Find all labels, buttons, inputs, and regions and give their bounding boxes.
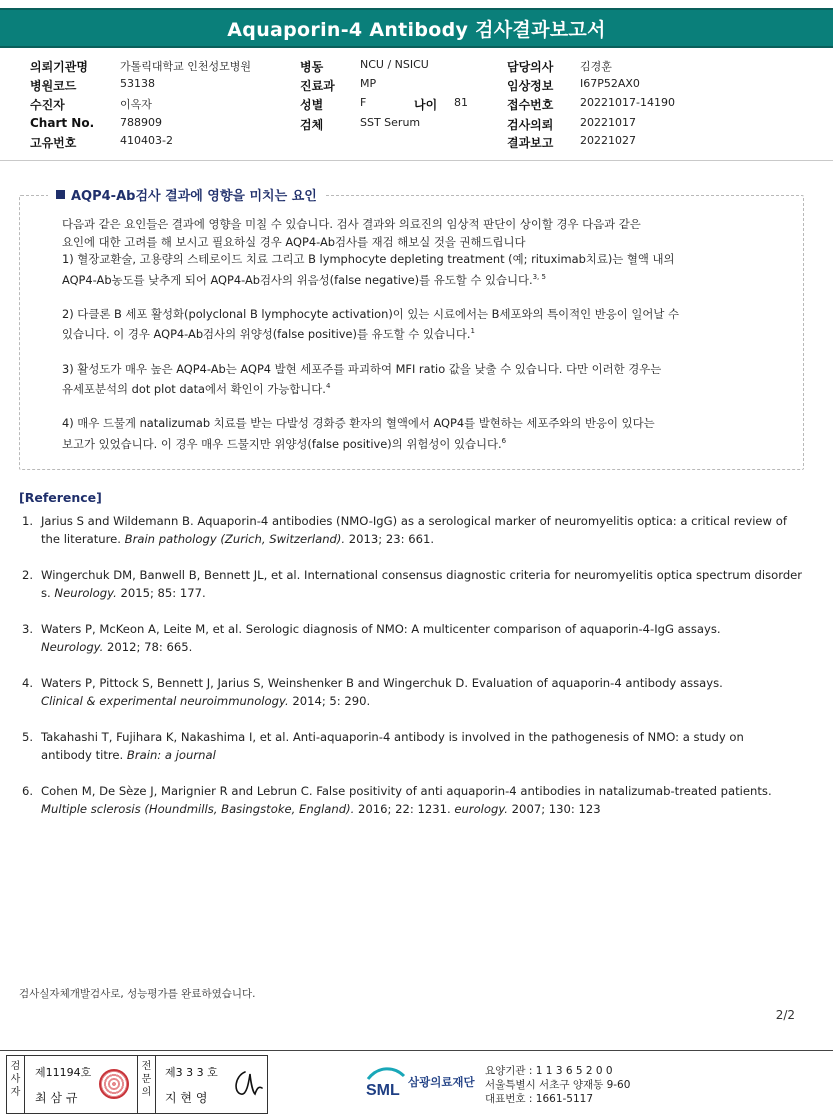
- ward-value: NCU / NSICU: [360, 58, 429, 71]
- logo-mark-text: SML: [366, 1082, 400, 1099]
- reference-tail-2: 2007; 130: 123: [508, 801, 601, 816]
- specimen-label: 검체: [300, 118, 324, 132]
- reference-heading: [Reference]: [19, 490, 102, 505]
- notice-heading-text: AQP4-Ab검사 결과에 영향을 미치는 요인: [71, 189, 317, 204]
- sex-label: 성별: [300, 98, 324, 112]
- reference-item: [22, 783, 828, 818]
- reference-line2: the literature.: [41, 531, 125, 546]
- reference-journal: Multiple sclerosis (Houndmills, Basingstoke, England).: [41, 801, 355, 816]
- report-title: Aquaporin-4 Antibody 검사결과보고서: [227, 18, 606, 41]
- examiner-name: 최 삼 규: [35, 1091, 78, 1105]
- unique-no-label: 고유번호: [30, 136, 77, 150]
- reference-line1: Waters P, McKeon A, Leite M, et al. Serologic diagnosis of NMO: A multicenter comparison of aquaporin-4-IgG assays.: [41, 622, 721, 636]
- reference-item: [22, 621, 828, 656]
- report-date-value: 20221027: [580, 134, 636, 147]
- reference-tail: 2016; 22: 1231.: [354, 801, 455, 816]
- reference-journal: Neurology.: [54, 585, 117, 600]
- reference-number: 6.: [22, 784, 34, 798]
- square-bullet-icon: [56, 190, 65, 199]
- specialist-label-cell: [138, 1056, 156, 1113]
- receipt-no-value: 20221017-14190: [580, 96, 675, 109]
- notice-p3-line1: 3) 활성도가 매우 높은 AQP4-Ab는 AQP4 발현 세포주를 파괴하여 MFI ratio 값을 낮출 수 있습니다. 다만 이러한 경우는: [62, 361, 662, 376]
- reference-journal: Neurology.: [41, 639, 104, 654]
- reference-item: [22, 567, 828, 602]
- reference-number: 3.: [22, 622, 34, 636]
- notice-intro-line1: 다음과 같은 요인들은 결과에 영향을 미칠 수 있습니다. 검사 결과와 의료진의 임상적 판단이 상이할 경우 다음과 같은: [62, 217, 641, 231]
- reference-journal: Brain: a journal: [126, 747, 216, 762]
- report-title-bar: [0, 8, 833, 48]
- chart-no-label: Chart No.: [30, 116, 95, 130]
- reference-line1: Jarius S and Wildemann B. Aquaporin-4 antibodies (NMO-IgG) as a serological marker of neuromyelitis optica: a critical review of: [41, 514, 787, 528]
- sex-value: F: [360, 96, 367, 109]
- notice-p4: [62, 415, 792, 453]
- notice-p3: [62, 361, 792, 399]
- unique-no-value: 410403-2: [120, 134, 173, 147]
- reference-line2: antibody titre.: [41, 747, 127, 762]
- contact-line3: 대표번호 : 1661-5117: [485, 1093, 594, 1105]
- notice-p3-sup: 4: [325, 382, 331, 391]
- examiner-label: 검사자: [10, 1061, 21, 1098]
- request-date-label: 검사의뢰: [507, 118, 554, 132]
- clinical-info-label: 임상정보: [507, 79, 554, 93]
- reference-line1: Wingerchuk DM, Banwell B, Bennett JL, et al. International consensus diagnostic criteria for neuromyelitis optica spectrum disorder: [41, 568, 803, 582]
- signature-box: [6, 1055, 268, 1114]
- examiner-label-cell: [7, 1056, 25, 1113]
- patient-label: 수진자: [30, 98, 65, 112]
- contact-info: [485, 1064, 630, 1106]
- reference-item: [22, 513, 828, 548]
- reference-item: [22, 729, 828, 764]
- notice-p2-line2: 있습니다. 이 경우 AQP4-Ab검사의 위양성(false positive)를 유도할 수 있습니다.: [62, 327, 471, 342]
- reference-number: 5.: [22, 730, 34, 744]
- report-date-label: 결과보고: [507, 136, 554, 150]
- notice-p2-sup: 1: [470, 327, 475, 336]
- patient-info-block: [0, 56, 833, 152]
- certification-note: 검사실자체개발검사로, 성능평가를 완료하였습니다.: [19, 988, 256, 1000]
- reference-item: [22, 675, 828, 710]
- specialist-license-no: 제3 3 3 호: [165, 1066, 218, 1079]
- doctor-label: 담당의사: [507, 60, 554, 74]
- receipt-no-label: 접수번호: [507, 98, 554, 112]
- reference-journal-2: eurology.: [454, 801, 508, 816]
- specialist-name: 지 현 영: [165, 1091, 208, 1105]
- chart-no-value: 788909: [120, 116, 162, 129]
- institution-label: 의뢰기관명: [30, 60, 88, 74]
- hospital-code-value: 53138: [120, 77, 155, 90]
- notice-p1-line1: 1) 혈장교환술, 고용량의 스테로이드 치료 그리고 B lymphocyte depleting treatment (예; rituximab치료)는 혈액 내의: [62, 252, 675, 266]
- reference-number: 2.: [22, 568, 34, 582]
- specimen-value: SST Serum: [360, 116, 421, 129]
- reference-tail: 2014; 5: 290.: [288, 693, 371, 708]
- reference-tail: 2015; 85: 177.: [116, 585, 206, 600]
- hospital-code-label: 병원코드: [30, 79, 77, 93]
- reference-list: [22, 513, 828, 837]
- age-value: 81: [454, 96, 468, 109]
- notice-p4-line1: 4) 매우 드물게 natalizumab 치료를 받는 다발성 경화증 환자의 혈액에서 AQP4를 발현하는 세포주와의 반응이 있다는: [62, 416, 655, 431]
- department-label: 진료과: [300, 79, 335, 93]
- examiner-seal-icon: [99, 1069, 129, 1099]
- institution-value: 가톨릭대학교 인천성모병원: [120, 60, 252, 73]
- notice-p3-line2: 유세포분석의 dot plot data에서 확인이 가능합니다.: [62, 381, 326, 396]
- contact-line2: 서울특별시 서초구 양재동 9-60: [485, 1079, 631, 1091]
- reference-journal: Brain pathology (Zurich, Switzerland).: [124, 531, 346, 546]
- sml-logo: [364, 1062, 486, 1102]
- notice-intro: [62, 216, 792, 289]
- age-label: 나이: [414, 98, 438, 112]
- notice-box: [19, 189, 804, 470]
- organization-name: 삼광의료재단: [408, 1075, 475, 1089]
- notice-p4-line2: 보고가 있었습니다. 이 경우 매우 드물지만 위양성(false positive)의 위험성이 있습니다.: [62, 436, 502, 451]
- specialist-signature-icon: [229, 1066, 265, 1102]
- footer-divider: [0, 1050, 833, 1051]
- notice-heading: [48, 185, 325, 204]
- ward-label: 병동: [300, 60, 324, 74]
- notice-p1-line2: AQP4-Ab농도를 낮추게 되어 AQP4-Ab검사의 위음성(false negative)를 유도할 수 있습니다.: [62, 272, 533, 287]
- reference-line1: Waters P, Pittock S, Bennett J, Jarius S, Weinshenker B and Wingerchuk D. Evaluation of aquaporin-4 antibody assays.: [41, 676, 723, 690]
- notice-p2: [62, 306, 792, 344]
- reference-journal: Clinical & experimental neuroimmunology.: [41, 693, 289, 708]
- notice-body: [62, 216, 792, 470]
- patient-value: 이옥자: [120, 98, 152, 111]
- reference-line1: Cohen M, De Sèze J, Marignier R and Lebrun C. False positivity of anti aquaporin-4 antibodies in natalizumab-treated patients.: [41, 784, 772, 798]
- header-divider: [0, 160, 833, 161]
- page-number: 2/2: [775, 1008, 795, 1022]
- request-date-value: 20221017: [580, 116, 636, 129]
- notice-p2-line1: 2) 다클론 B 세포 활성화(polyclonal B lymphocyte activation)이 있는 시료에서는 B세포와의 특이적인 반응이 일어날 수: [62, 306, 679, 321]
- contact-line1: 요양기관 : 1 1 3 6 5 2 0 0: [485, 1065, 613, 1077]
- reference-number: 1.: [22, 514, 34, 528]
- reference-tail: 2013; 23: 661.: [345, 531, 435, 546]
- examiner-license-no: 제11194호: [35, 1066, 92, 1079]
- sml-logo-icon: [364, 1062, 406, 1102]
- reference-tail: 2012; 78: 665.: [103, 639, 193, 654]
- specialist-label: 전문의: [141, 1061, 152, 1098]
- doctor-value: 김경훈: [580, 60, 612, 73]
- reference-line2: s.: [41, 585, 55, 600]
- reference-line1: Takahashi T, Fujihara K, Nakashima I, et al. Anti-aquaporin-4 antibody is involved in the pathogenesis of NMO: a study on: [41, 730, 744, 744]
- reference-number: 4.: [22, 676, 34, 690]
- notice-p1-sup: 3, 5: [532, 272, 546, 281]
- department-value: MP: [360, 77, 377, 90]
- notice-intro-line2: 요인에 대한 고려를 해 보시고 필요하실 경우 AQP4-Ab검사를 재검 해보실 것을 권해드립니다: [62, 234, 526, 249]
- clinical-info-value: I67P52AX0: [580, 77, 640, 90]
- notice-p4-sup: 6: [501, 436, 507, 445]
